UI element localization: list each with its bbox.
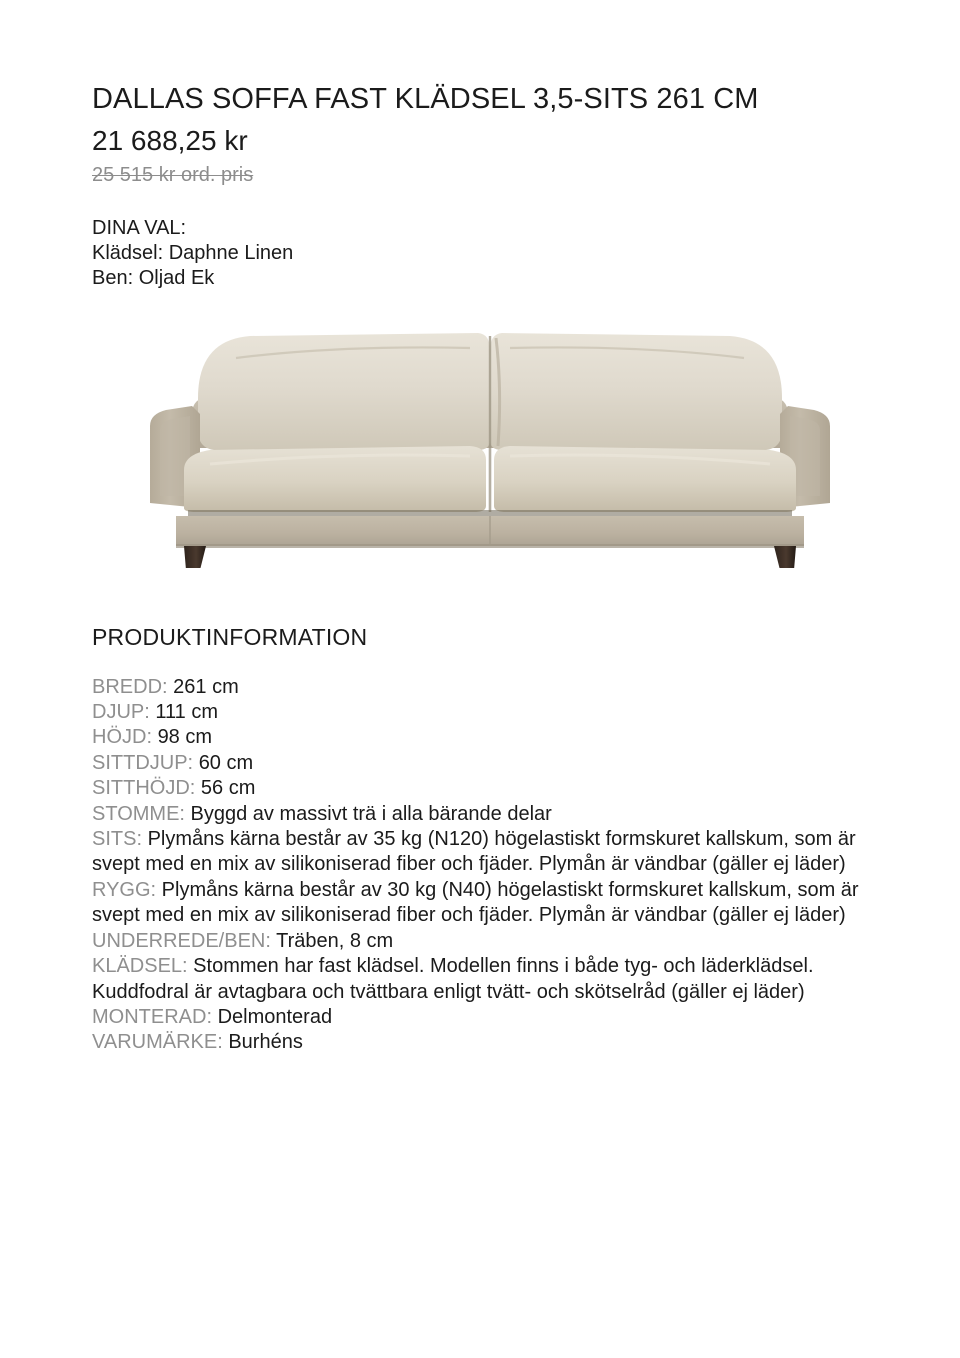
spec-row xyxy=(92,725,868,750)
original-price: 25 515 kr ord. pris xyxy=(92,163,254,186)
spec-value: Plymåns kärna består av 35 kg (N120) högelastiskt formskuret kallskum, som är svept med en mix av silikoniserad fiber och fjäder. Plymån är vändbar (gäller ej läder) xyxy=(92,828,856,876)
spec-label: SITS: xyxy=(92,828,143,851)
product-header xyxy=(92,0,868,188)
product-information-section xyxy=(92,624,868,1056)
spec-row xyxy=(92,776,868,801)
sofa-leg-front-right xyxy=(774,546,796,568)
spec-value: 60 cm xyxy=(198,751,254,774)
spec-label: SITTDJUP: xyxy=(92,751,194,774)
sofa-back-cushion-right xyxy=(490,333,782,450)
spec-value: Byggd av massivt trä i alla bärande delar xyxy=(190,802,552,825)
spec-row xyxy=(92,1005,868,1030)
spec-value: Träben, 8 cm xyxy=(276,929,394,952)
spec-label: MONTERAD: xyxy=(92,1005,212,1028)
choice-legs: Ben: Oljad Ek xyxy=(92,266,215,289)
spec-value: 111 cm xyxy=(155,701,218,724)
choice-fabric: Klädsel: Daphne Linen xyxy=(92,241,294,264)
spec-value: 261 cm xyxy=(173,675,239,698)
sofa-back-cushion-left xyxy=(198,333,490,450)
spec-row xyxy=(92,802,868,827)
page-title: DALLAS SOFFA FAST KLÄDSEL 3,5-SITS 261 CM xyxy=(92,83,759,115)
spec-label: VARUMÄRKE: xyxy=(92,1031,223,1054)
spec-label: UNDERREDE/BEN: xyxy=(92,929,271,952)
spec-row xyxy=(92,929,868,954)
specification-list xyxy=(92,675,868,1056)
spec-row xyxy=(92,700,868,725)
spec-value: 56 cm xyxy=(200,777,256,800)
spec-value: Plymåns kärna består av 30 kg (N40) högelastiskt formskuret kallskum, som är svept med en mix av silikoniserad fiber och fjäder. Plymån är vändbar (gäller ej läder) xyxy=(92,878,859,927)
sofa-illustration xyxy=(140,318,840,568)
sofa-leg-front-left xyxy=(184,546,206,568)
spec-value: Stommen har fast klädsel. Modellen finns i både tyg- och läderklädsel. Kuddfodral är avtagbara och tvättbara enligt tvätt- och skötselråd (gäller ej läder) xyxy=(92,955,814,1003)
spec-row xyxy=(92,675,868,700)
spec-row xyxy=(92,751,868,776)
spec-row xyxy=(92,878,868,929)
spec-label: HÖJD: xyxy=(92,726,152,749)
product-image xyxy=(140,318,840,568)
your-choices-section xyxy=(92,216,868,291)
spec-value: Burhéns xyxy=(228,1031,303,1054)
spec-label: BREDD: xyxy=(92,675,168,698)
spec-label: KLÄDSEL: xyxy=(92,955,188,978)
spec-row xyxy=(92,1030,868,1055)
spec-label: RYGG: xyxy=(92,878,157,901)
product-information-heading: PRODUKTINFORMATION xyxy=(92,623,368,650)
spec-value: Delmonterad xyxy=(217,1005,333,1028)
spec-label: DJUP: xyxy=(92,701,150,724)
spec-label: SITTHÖJD: xyxy=(92,777,196,800)
your-choices-heading: DINA VAL: xyxy=(92,216,187,239)
spec-value: 98 cm xyxy=(157,726,213,749)
spec-label: STOMME: xyxy=(92,802,185,825)
spec-row xyxy=(92,954,868,1005)
spec-row xyxy=(92,827,868,878)
current-price: 21 688,25 kr xyxy=(92,125,248,157)
